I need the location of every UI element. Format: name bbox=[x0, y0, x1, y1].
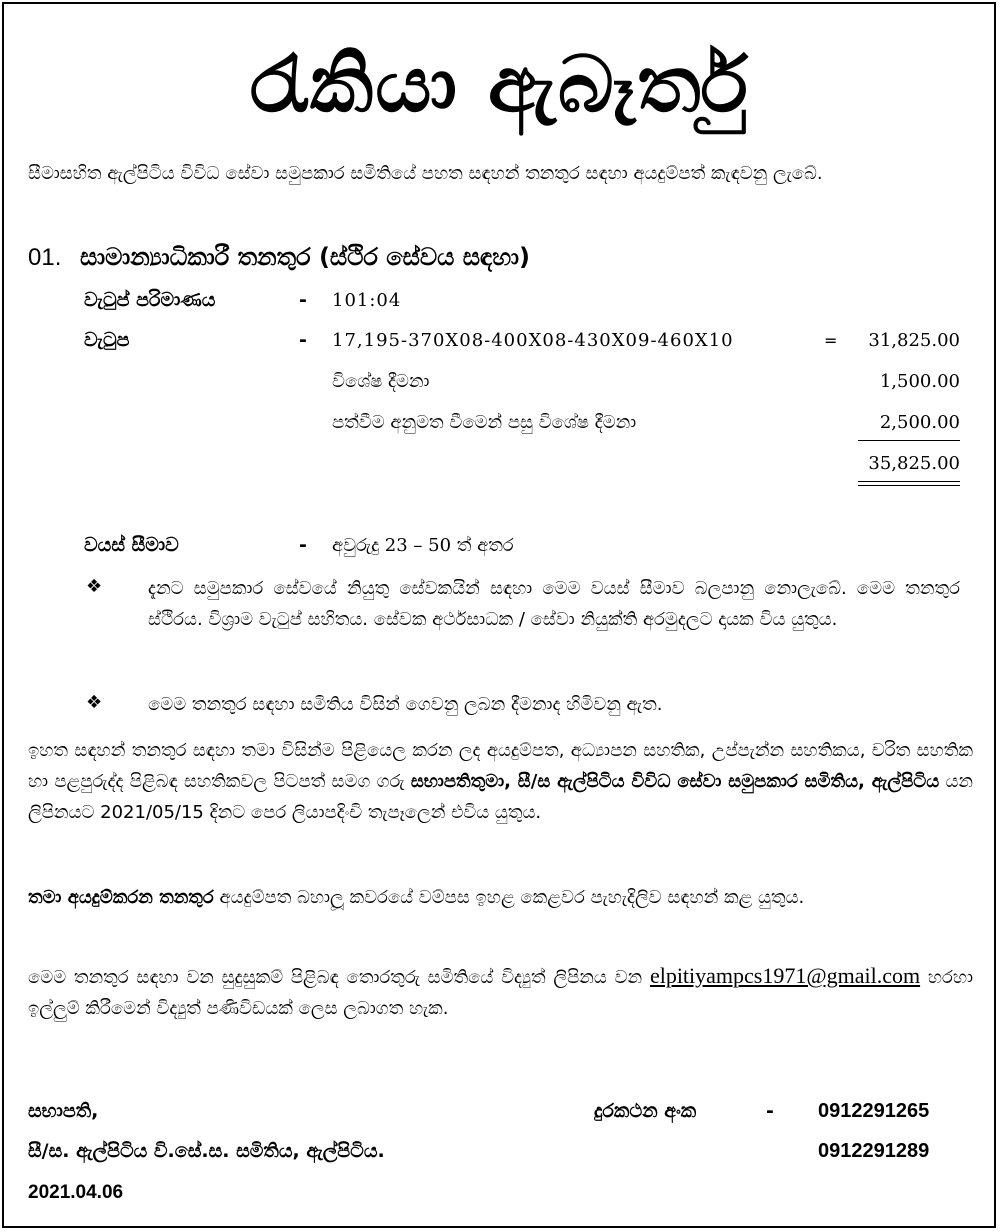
ad-title: රැකියා ඇබෑර්තු bbox=[250, 40, 750, 130]
age-limit-label: වයස් සීමාව bbox=[84, 534, 179, 556]
salary-base-amount: 31,825.00 bbox=[868, 330, 960, 351]
bullet-icon: ❖ bbox=[86, 692, 103, 713]
info-paragraph bbox=[28, 960, 973, 1024]
age-limit-dash: - bbox=[299, 534, 307, 556]
position-number: 01. bbox=[28, 244, 62, 271]
allowance-amount: 1,500.00 bbox=[879, 371, 960, 392]
bullet-text-1: දැනට සමුපකාර සේවයේ නියුතු සේවකයින් සඳහා මෙම වයස් සීමාව බලපානු නොලැබේ. මෙම තනතුර ස්ථිරය. විශ්‍රාම වැටුප් සහිතය. සේවක අර්ථසාධක / සේවා නියුක්ති අරමුදලට දායක විය යුතුය. bbox=[148, 578, 960, 630]
salary-scale-label: වැටුප් පරිමාණය bbox=[84, 289, 216, 311]
salary-scale-value: 101:04 bbox=[332, 290, 402, 311]
envelope-text: අයදුම්පත බහාලූ කවරයේ වම්පස ඉහළ කෙළවර පැහැදිලිව සඳහන් කළ යුතුය. bbox=[219, 887, 805, 908]
phone-label: දුරකථන අංක bbox=[594, 1100, 697, 1122]
email-link[interactable]: elpitiyampcs1971@gmail.com bbox=[649, 963, 921, 988]
salary-scale-dash: - bbox=[299, 289, 307, 311]
allowance-label: විශේෂ දීමනා bbox=[332, 371, 430, 392]
phone-dash: - bbox=[766, 1100, 774, 1122]
envelope-paragraph bbox=[28, 882, 973, 913]
application-deadline: යන ලිපිනයට 2021/05/15 දිනට පෙර ලියාපදිංචි තැපෑලෙන් එවිය යුතුය. bbox=[28, 771, 973, 823]
application-paragraph bbox=[28, 735, 973, 828]
phone-number-2[interactable]: 0912291289 bbox=[818, 1140, 930, 1162]
signature-organization: සී/ස. ඇල්පිටිය වි.සේ.ස. සමිතිය, ඇල්පිටිය. bbox=[28, 1140, 385, 1162]
application-addressee: සභාපතිතුමා, සී/ස ඇල්පිටිය විවිධ සේවා සමුපකාර සමිතිය, ඇල්පිටිය bbox=[410, 771, 940, 792]
salary-label: වැටුප bbox=[84, 329, 130, 351]
signature-role: සභාපති, bbox=[28, 1100, 99, 1122]
salary-dash: - bbox=[299, 329, 307, 351]
salary-equals: = bbox=[824, 331, 838, 350]
age-limit-value: අවුරුදු 23 – 50 ත් අතර bbox=[332, 535, 514, 556]
bullet-text-2: මෙම තනතුර සඳහා සමිතිය විසින් ගෙවනු ලබන දීමනාද හිමිවනු ඇත. bbox=[148, 694, 663, 715]
bullet-icon: ❖ bbox=[86, 576, 103, 597]
position-title: සාමාන්‍යාධිකාරී තනතුර (ස්ථිර සේවය සඳහා) bbox=[80, 243, 530, 271]
position-heading bbox=[28, 240, 530, 275]
salary-formula: 17,195-370X08-400X08-430X09-460X10 bbox=[332, 330, 734, 351]
total-double-rule-top bbox=[858, 481, 960, 482]
special-allowance-label: පත්වීම අනුමත වීමෙන් පසු විශේෂ දීමනා bbox=[332, 412, 637, 433]
info-text-2: හරහා ඉල්ලුම් කිරීමෙන් විද්‍යුත් පණිවිඩයක් ලෙස ලබාගත හැක. bbox=[28, 967, 973, 1019]
phone-number-1[interactable]: 0912291265 bbox=[818, 1100, 930, 1122]
salary-total: 35,825.00 bbox=[868, 453, 960, 474]
envelope-bold-text: තමා අයදුම්කරන තනතුර bbox=[28, 887, 214, 908]
application-text: ඉහත සඳහන් තනතුර සඳහා තමා විසින්ම පිළියෙල කරන ලද අයදුම්පත, අධ්‍යාපන සහතික, උප්පැන්න සහතිකය, චරිත සහතික හා පළපුරුද්ද පිළිබඳ සහතිකවල පිටපත් සමග ගරු bbox=[28, 740, 973, 792]
signature-date: 2021.04.06 bbox=[28, 1182, 124, 1203]
intro-paragraph: සීමාසහිත ඇල්පිටිය විවිධ සේවා සමුපකාර සමිතියේ පහත සඳහන් තනතුර සඳහා අයදුම්පත් කැඳවනු ලැබේ. bbox=[28, 163, 823, 184]
special-allowance-amount: 2,500.00 bbox=[879, 412, 960, 433]
subtotal-rule bbox=[858, 440, 960, 441]
total-double-rule-bottom bbox=[858, 485, 960, 486]
info-text: මෙම තනතුර සඳහා වන සුදුසුකම් පිළිබඳ තොරතුරු සමිතියේ විද්‍යුත් ලිපිනය වන bbox=[28, 967, 643, 988]
